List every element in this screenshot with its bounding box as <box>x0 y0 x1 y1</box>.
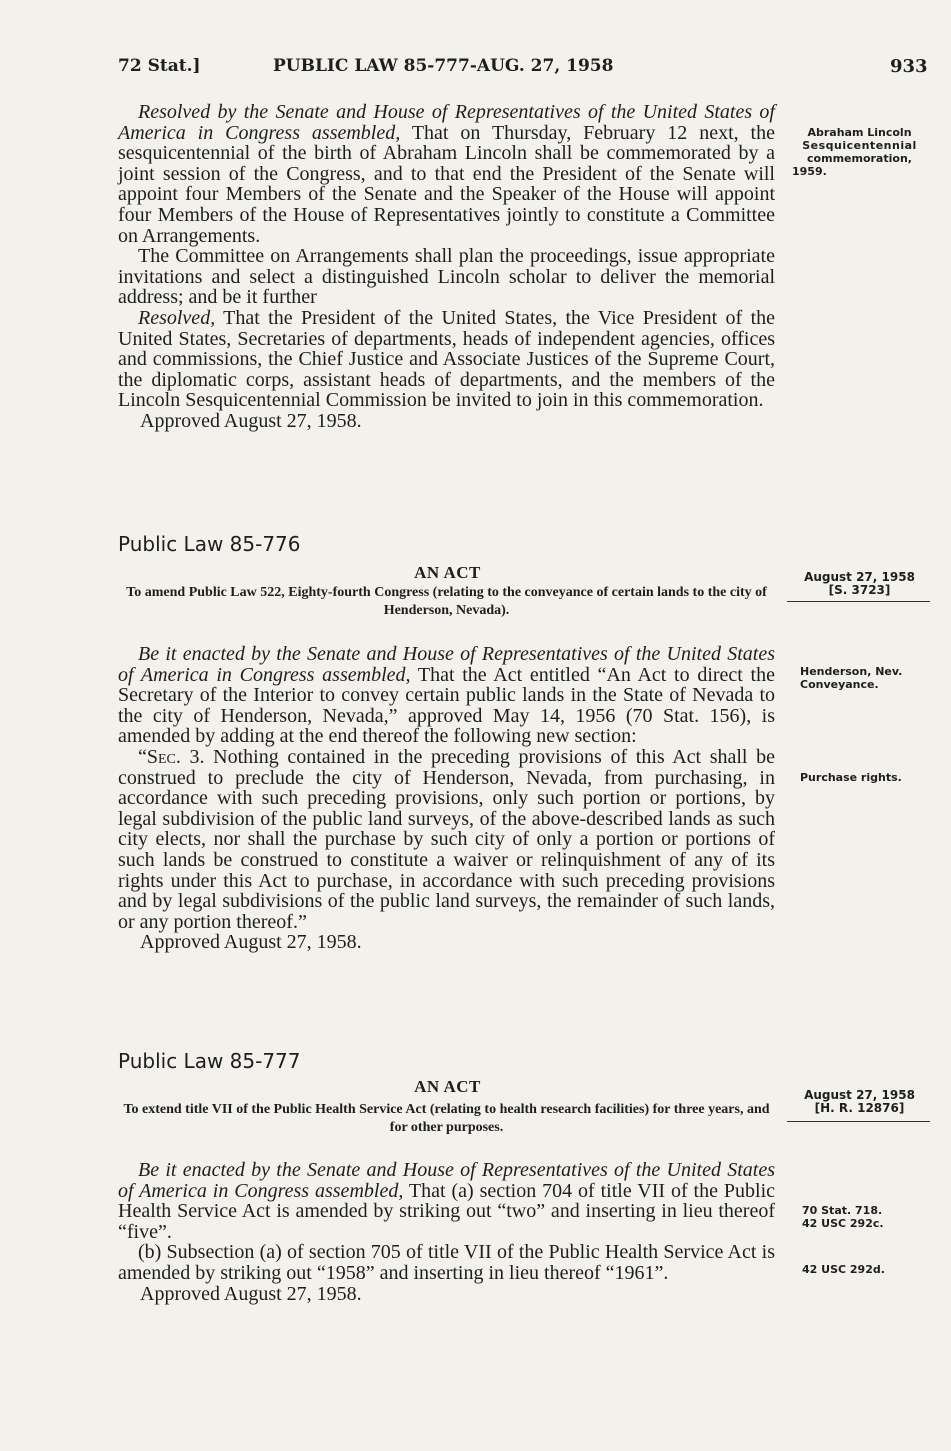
law-776-text <box>118 644 775 953</box>
margin-line: 42 USC 292c. <box>802 1217 884 1230</box>
margin-line: 1959. <box>792 165 827 178</box>
law-777-heading: Public Law 85-777 <box>118 1049 301 1073</box>
enacting-clause: Resolved by the Senate and House of Representatives of the United States of America in Congress assembled, <box>118 101 775 144</box>
law-777-text <box>118 1160 775 1304</box>
enacting-clause: Be it enacted by the Senate and House of Representatives of the United States of America in Congress assembled, <box>118 1159 775 1202</box>
margin-line: [H. R. 12876] <box>814 1101 905 1115</box>
law-777-purpose: To extend title VII of the Public Health Service Act (relating to health research facilities) for three years, and for other purposes. <box>123 1102 770 1135</box>
margin-line: August 27, 1958 <box>804 1088 915 1102</box>
enacting-clause: Be it enacted by the Senate and House of Representatives of the United States of America in Congress assembled, <box>118 643 775 686</box>
law-777-an-act: AN ACT <box>414 1077 481 1096</box>
margin-note-conveyance <box>800 665 940 691</box>
margin-line: Henderson, Nev. <box>800 665 903 678</box>
paragraph-text: That (a) section 704 of title VII of the Public Health Service Act is amended by striking out “two” and inserting in lieu thereof “five”. <box>118 1179 776 1243</box>
paragraph-text: That the Act entitled “An Act to direct the Secretary of the Interior to convey certain public lands in the State of Nevada to the city of Henderson, Nevada,” approved May 14, 1956 (70 Stat. 156), is amended by adding at the end thereof the following new section: <box>118 663 775 748</box>
paragraph-text: That the President of the United States, the Vice President of the United States, Secretaries of departments, heads of independent agencies, offices and commissions, the Chief Justice and Associate Justices of the Supreme Court, the diplomatic corps, assistant heads of departments, and the members of the Lincoln Sesquicentennial Commission be invited to join in this commemoration. <box>118 306 775 412</box>
approval-line: Approved August 27, 1958. <box>140 409 362 432</box>
margin-rule <box>787 601 930 602</box>
running-head-stat: 72 Stat.] <box>118 56 201 76</box>
approval-line: Approved August 27, 1958. <box>140 1282 362 1305</box>
approval-line: Approved August 27, 1958. <box>140 931 362 954</box>
enacting-paragraph <box>118 644 775 747</box>
margin-note-purchase: Purchase rights. <box>800 771 902 784</box>
margin-line: [S. 3723] <box>828 583 891 597</box>
margin-line: 70 Stat. 718. <box>802 1204 883 1217</box>
resolution-paragraph-1 <box>118 102 775 246</box>
resolution-paragraph-2: The Committee on Arrangements shall plan the proceedings, issue appropriate invitations and select a distinguished Lincoln scholar to deliver the memorial address; and be it further <box>118 245 775 309</box>
margin-line: Abraham Lincoln <box>807 126 912 139</box>
margin-line: commemoration, <box>807 152 912 165</box>
section-label: “Sec. 3. <box>138 745 205 768</box>
subsection-b-paragraph: (b) Subsection (a) of section 705 of title VII of the Public Health Service Act is amended by striking out “1958” and inserting in lieu thereof “1961”. <box>118 1241 775 1284</box>
margin-line: August 27, 1958 <box>804 570 915 584</box>
section-3-paragraph <box>118 747 775 932</box>
paragraph-text: Nothing contained in the preceding provisions of this Act shall be construed to preclude the city of Henderson, Nevada, from purchasing, in accordance with such preceding provisions, only such portion or portions, by legal subdivision of the public land surveys, of the above-described lands as such city elects, nor shall the purchase by such city of only a portion or portions of such lands be construed to constitute a waiver or relinquishment of any of its rights under this Act to purchase, in accordance with such preceding provisions and by legal subdivisions of the public land surveys, the remainder of such lands, or any portion thereof.” <box>118 745 775 933</box>
resolution-paragraph-3 <box>118 308 775 411</box>
margin-line: Conveyance. <box>800 678 879 691</box>
margin-note-usc: 42 USC 292d. <box>802 1263 885 1276</box>
paragraph-text: That on Thursday, February 12 next, the sesquicentennial of the birth of Abraham Lincoln shall be commemorated by a joint session of the Congress, and to that end the President of the Senate will appoint four Members of the Senate and the Speaker of the House will appoint four Members of the House of Representatives jointly to constitute a Committee on Arrangements. <box>118 121 775 247</box>
margin-rule <box>787 1121 930 1122</box>
resolved-label: Resolved, <box>138 306 216 329</box>
law-776-an-act: AN ACT <box>414 563 481 582</box>
enacting-paragraph <box>118 1160 775 1242</box>
margin-note-stat <box>802 1204 942 1230</box>
law-777-date-note <box>792 1089 927 1115</box>
margin-note-lincoln <box>792 126 927 178</box>
law-776-date-note <box>792 571 927 597</box>
page-number: 933 <box>890 56 928 77</box>
lincoln-resolution <box>118 102 775 432</box>
running-head-title: PUBLIC LAW 85-777-AUG. 27, 1958 <box>273 56 614 76</box>
margin-line: Sesquicentennial <box>802 139 917 152</box>
law-776-purpose: To amend Public Law 522, Eighty-fourth Congress (relating to the conveyance of certain lands to the city of Henderson, Nevada). <box>126 585 767 618</box>
law-776-heading: Public Law 85-776 <box>118 532 301 556</box>
